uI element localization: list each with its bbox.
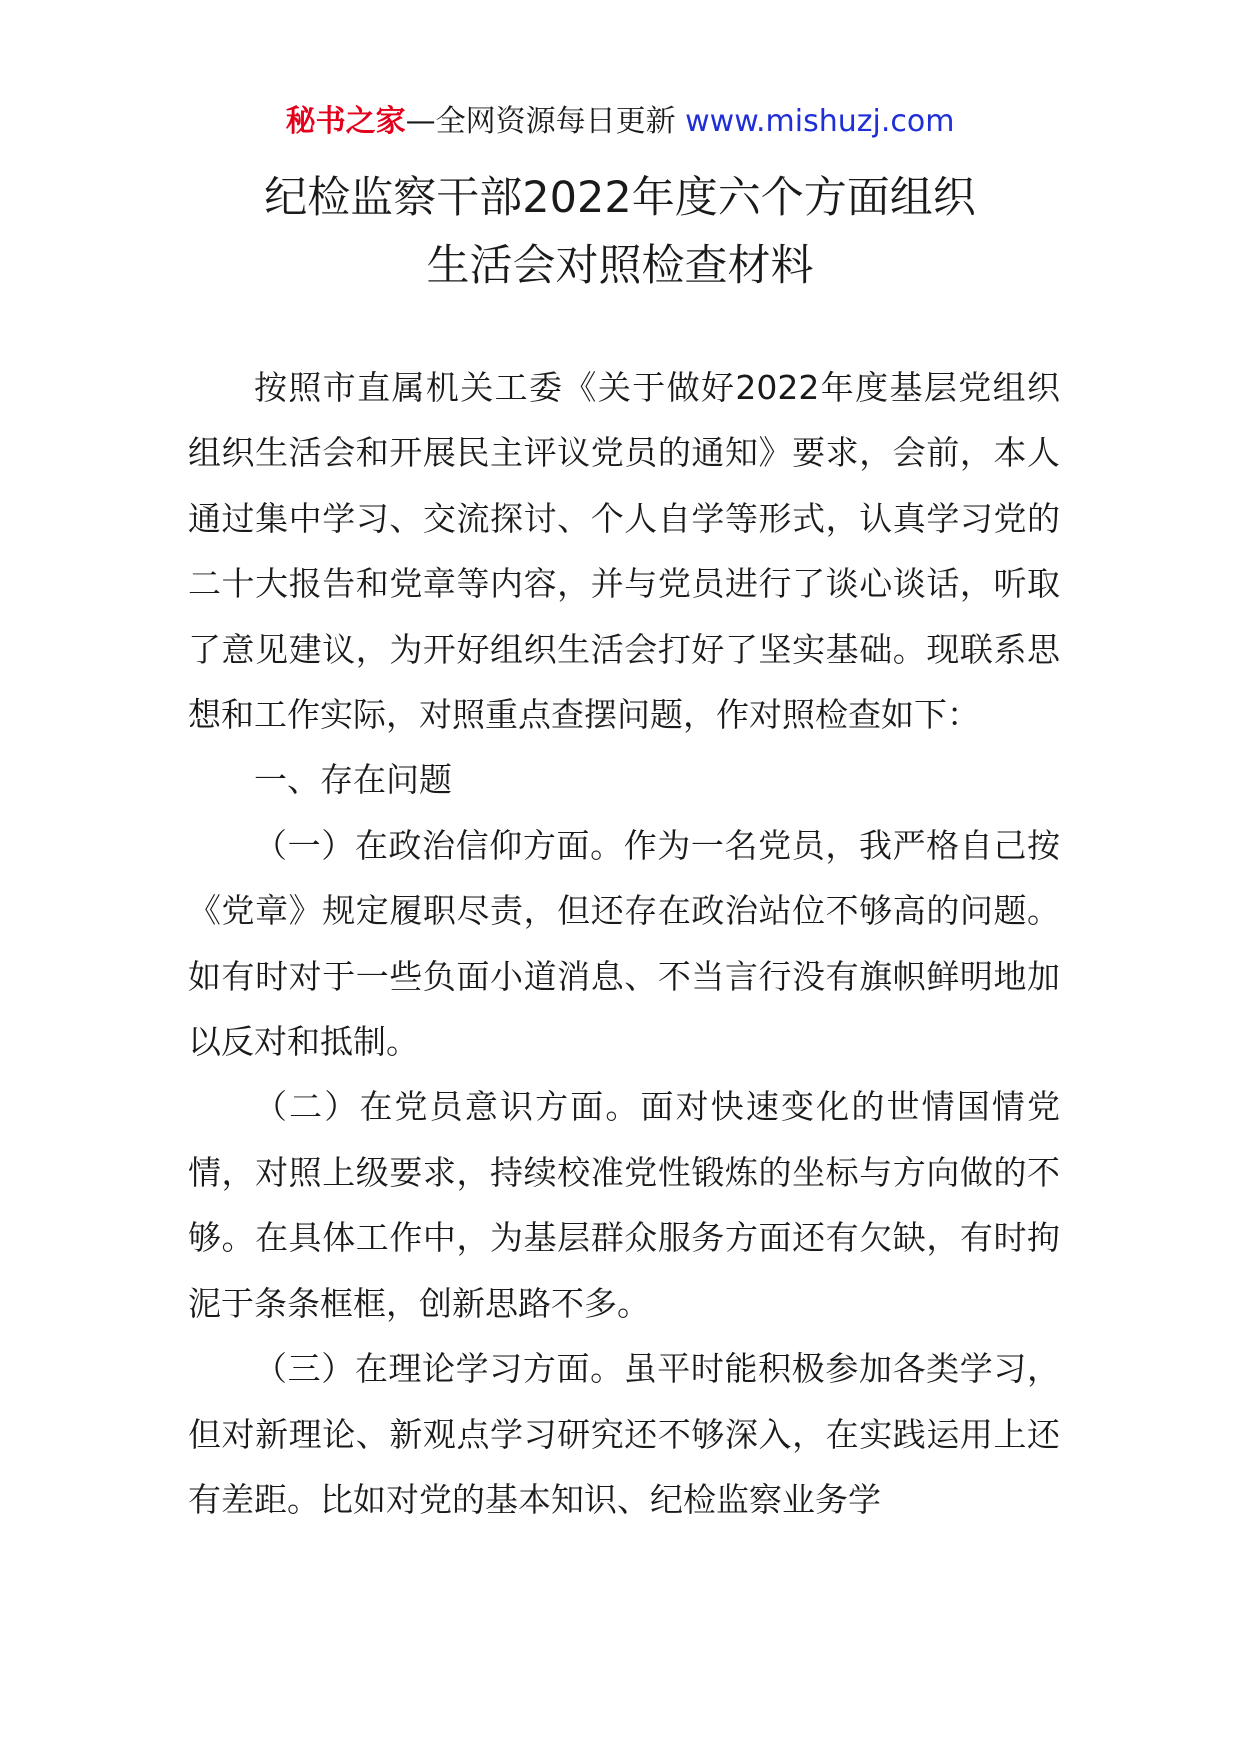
title-line-1: 纪检监察干部2022年度六个方面组织 — [264, 173, 976, 223]
site-url-link[interactable]: www.mishuzj.com — [685, 104, 955, 139]
title-line-2: 生活会对照检查材料 — [426, 241, 814, 291]
problem-item-party-awareness: （二）在党员意识方面。面对快速变化的世情国情党情，对照上级要求，持续校准党性锻炼的坐标与方向做的不够。在具体工作中，为基层群众服务方面还有欠缺，有时拘泥于条条框框，创新思路不多。 — [188, 1087, 1060, 1323]
section-heading-problems: 一、存在问题 — [254, 760, 452, 800]
problem-item-theory-study: （三）在理论学习方面。虽平时能积极参加各类学习，但对新理论、新观点学习研究还不够深入，在实践运用上还有差距。比如对党的基本知识、纪检监察业务学 — [188, 1349, 1060, 1519]
problem-item-political-belief: （一）在政治信仰方面。作为一名党员，我严格自己按《党章》规定履职尽责，但还存在政治站位不够高的问题。如有时对于一些负面小道消息、不当言行没有旗帜鲜明地加以反对和抵制。 — [188, 825, 1060, 1062]
document-title — [0, 164, 1240, 300]
site-tagline: —全网资源每日更新 — [405, 104, 686, 139]
intro-paragraph: 按照市直属机关工委《关于做好2022年度基层党组织组织生活会和开展民主评议党员的通知》要求，会前，本人通过集中学习、交流探讨、个人自学等形式，认真学习党的二十大报告和党章等内容，并与党员进行了谈心谈话，听取了意见建议，为开好组织生活会打好了坚实基础。现联系思想和工作实际，对照重点查摆问题，作对照检查如下： — [188, 368, 1060, 735]
site-brand: 秘书之家 — [285, 104, 406, 139]
document-body — [188, 355, 1060, 1532]
site-header — [0, 100, 1240, 144]
